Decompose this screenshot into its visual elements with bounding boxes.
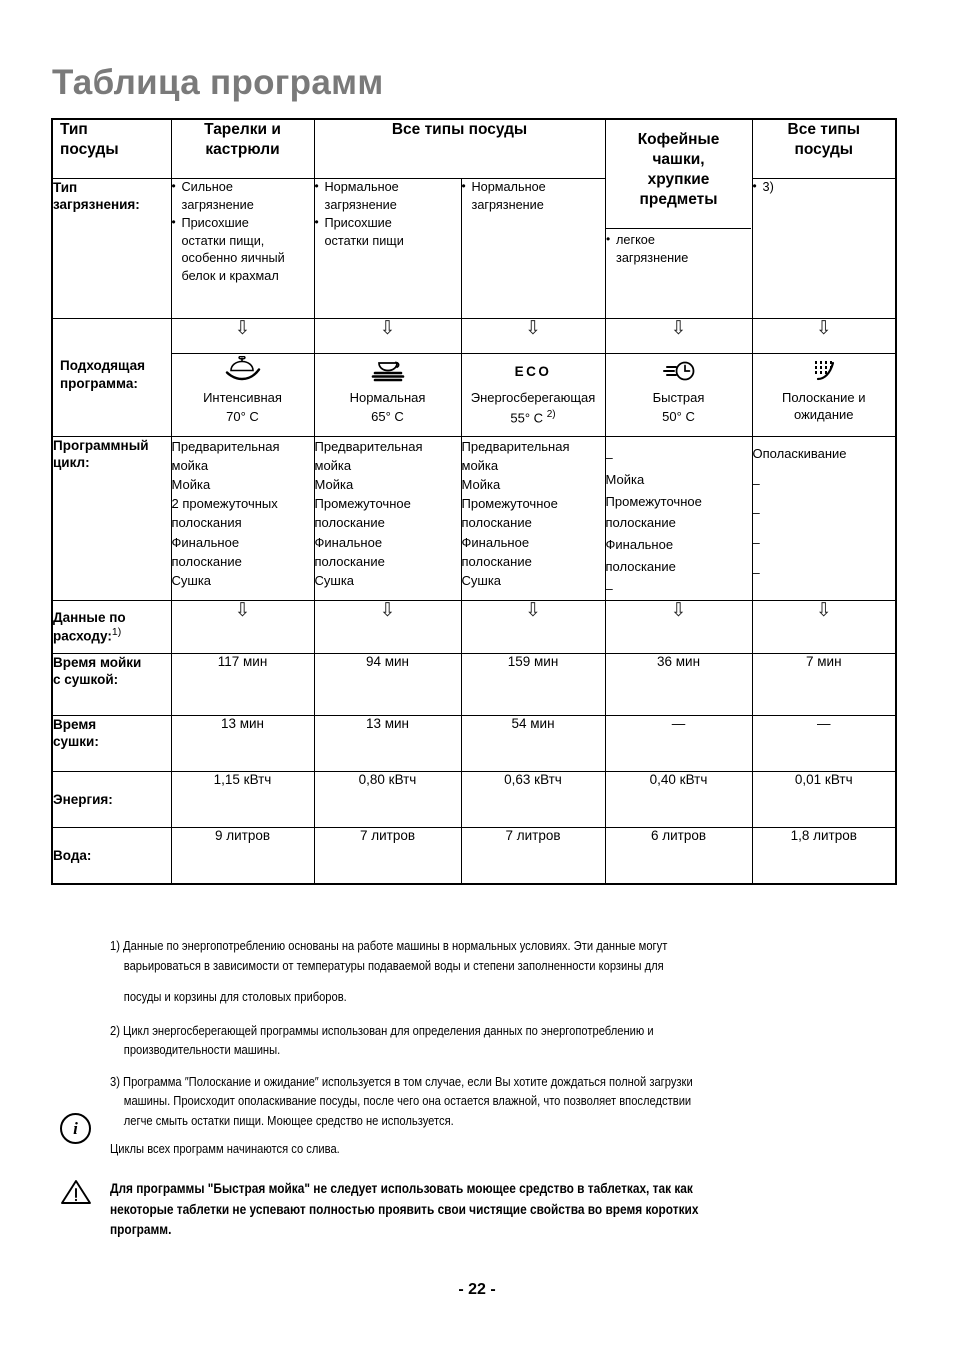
footnote-2 bbox=[110, 1021, 915, 1060]
cycle-step: – bbox=[752, 534, 760, 550]
consumption-arrow-3 bbox=[461, 600, 605, 653]
cycle-step: полоскание bbox=[605, 559, 676, 575]
program-eco bbox=[461, 354, 605, 437]
header-coffee-cups-fragile bbox=[605, 119, 752, 319]
row-label-energy-text: Энергия: bbox=[53, 791, 113, 807]
program-rinse-hold bbox=[752, 354, 896, 437]
energy-row bbox=[52, 771, 896, 827]
cycle-step: Мойка bbox=[605, 471, 645, 487]
soil-col2 bbox=[171, 179, 314, 319]
list-item: • Нормальное загрязнение bbox=[462, 179, 605, 214]
program-name: Нормальная bbox=[349, 390, 426, 405]
cycle-col6 bbox=[752, 437, 896, 601]
water-row bbox=[52, 827, 896, 884]
footnote-3-line3: легче смыть остатки пищи. Моющее средство не используется. bbox=[123, 1112, 454, 1128]
cycle-step: полоскание bbox=[461, 515, 532, 531]
footnote-1 bbox=[110, 936, 915, 1007]
soil-type-row bbox=[52, 179, 896, 319]
table-header-row bbox=[52, 119, 896, 179]
cycle-step: Финальное bbox=[461, 534, 530, 550]
info-circle-icon bbox=[60, 1113, 91, 1144]
dry-time-v5: — bbox=[752, 715, 896, 771]
dry-time-v4: — bbox=[605, 715, 752, 771]
cycle-col2 bbox=[171, 437, 314, 601]
footnote-1-line1: 1) Данные по энергопотреблению основаны на работе машины в нормальных условиях. Эти данные могут bbox=[110, 938, 668, 953]
arrow-down-icon: ⇩ bbox=[670, 318, 687, 339]
cycle-step: мойка bbox=[171, 458, 209, 474]
row-label-energy bbox=[52, 771, 171, 827]
consumption-arrow-1 bbox=[171, 600, 314, 653]
warning-line3: программ. bbox=[110, 1222, 172, 1238]
cycle-step: Сушка bbox=[461, 572, 502, 588]
cycle-step: Мойка bbox=[314, 477, 354, 493]
header-coffee-cups-label: Кофейные чашки, хрупкие предметы bbox=[637, 131, 720, 209]
list-item: • 3) bbox=[753, 179, 896, 197]
dry-time-v2: 13 мин bbox=[314, 715, 461, 771]
footnote-1-line2: варьироваться в зависимости от температуры подаваемой воды и степени заполненности корзины для bbox=[123, 957, 664, 973]
cycle-step: – bbox=[752, 505, 760, 521]
warning-line1: Для программы "Быстрая мойка" не следует использовать моющее средство в таблетках, так как bbox=[110, 1181, 693, 1196]
row-label-suitable-program bbox=[52, 319, 171, 437]
cycle-step: полоскание bbox=[171, 553, 242, 569]
info-block bbox=[60, 1113, 91, 1144]
arrow-down-icon: ⇩ bbox=[234, 599, 251, 621]
arrow-cell-1 bbox=[171, 319, 314, 354]
warning-line2: некоторые таблетки не успевают полностью проявить свои чистящие свойства во время коротких bbox=[110, 1201, 699, 1217]
row-label-program-cycle bbox=[52, 437, 171, 601]
program-temp: 70° C bbox=[226, 408, 259, 424]
program-name: Полоскание и ожидание bbox=[782, 390, 866, 422]
row-label-suitable-program-text: Подходящая программа: bbox=[60, 358, 145, 391]
energy-v5: 0,01 кВтч bbox=[752, 771, 896, 827]
program-normal bbox=[314, 354, 461, 437]
info-icon-glyph: i bbox=[73, 1118, 78, 1138]
bullet-icon: • bbox=[606, 232, 611, 246]
row-label-program-cycle-text: Программный цикл: bbox=[53, 438, 149, 471]
program-name: Интенсивная bbox=[203, 390, 282, 405]
wash-time-v3: 159 мин bbox=[461, 653, 605, 715]
soil-col6 bbox=[752, 179, 896, 319]
arrow-down-icon: ⇩ bbox=[525, 318, 541, 339]
program-fast bbox=[605, 354, 752, 437]
list-item: • Присохшие остатки пищи, особенно яичный белок и крахмал bbox=[172, 215, 314, 285]
row-label-wash-time-text: Время мойки с сушкой: bbox=[53, 654, 142, 688]
cycle-step: Предварительная bbox=[461, 439, 570, 454]
program-row bbox=[52, 354, 896, 437]
page-number: - 22 - bbox=[458, 1281, 496, 1298]
program-temp: 50° C bbox=[662, 408, 695, 424]
header-dish-type bbox=[52, 119, 171, 179]
water-v3: 7 литров bbox=[461, 827, 605, 884]
list-item: • Присохшие остатки пищи bbox=[315, 215, 461, 250]
consumption-arrow-5 bbox=[752, 600, 896, 653]
program-temp-value: 55° C bbox=[510, 409, 544, 425]
footnote-2-line2: производительности машины. bbox=[123, 1042, 281, 1057]
soil-col5 bbox=[606, 232, 746, 267]
arrow-down-icon: ⇩ bbox=[670, 599, 687, 621]
footnote-1-line3: посуды и корзины для столовых приборов. bbox=[123, 989, 347, 1004]
water-v4: 6 литров bbox=[605, 827, 752, 884]
row-label-soil-type bbox=[52, 179, 171, 319]
list-item: • Нормальное загрязнение bbox=[315, 179, 461, 214]
cycle-step: Промежуточное bbox=[605, 493, 702, 509]
cycle-step: полоскание bbox=[314, 553, 385, 569]
row-label-consumption-footnote: 1) bbox=[111, 626, 122, 639]
page-title: Таблица программ bbox=[52, 63, 384, 102]
consumption-arrow-4 bbox=[605, 600, 752, 653]
header-dish-type-label: Тип посуды bbox=[60, 121, 119, 159]
rinse-spray-icon bbox=[753, 354, 896, 388]
cycle-step: полоскание bbox=[314, 515, 385, 531]
row-label-dry-time-text: Время сушки: bbox=[53, 716, 99, 750]
program-temp-footnote: 2) bbox=[546, 408, 556, 420]
program-name: Энергосберегающая bbox=[470, 390, 596, 405]
arrow-cell-3 bbox=[461, 319, 605, 354]
cycle-step: Сушка bbox=[171, 572, 212, 588]
soil-col4 bbox=[461, 179, 605, 319]
arrow-down-icon: ⇩ bbox=[379, 318, 396, 339]
cycle-step: Промежуточное bbox=[461, 496, 558, 512]
arrow-down-icon: ⇩ bbox=[525, 599, 541, 621]
footnote-2-line1: 2) Цикл энергосберегающей программы использован для определения данных по энергопотреблению и bbox=[110, 1022, 654, 1038]
dry-time-row bbox=[52, 715, 896, 771]
row-label-dry-time bbox=[52, 715, 171, 771]
wash-time-v4: 36 мин bbox=[605, 653, 752, 715]
cycle-step: – bbox=[752, 475, 760, 491]
energy-v3: 0,63 кВтч bbox=[461, 771, 605, 827]
cycle-step: полоскания bbox=[171, 515, 242, 531]
water-v5: 1,8 литров bbox=[752, 827, 896, 884]
water-v2: 7 литров bbox=[314, 827, 461, 884]
cycle-step: полоскание bbox=[461, 553, 532, 569]
energy-v2: 0,80 кВтч bbox=[314, 771, 461, 827]
cycle-step: Промежуточное bbox=[314, 496, 411, 512]
cycle-step: Предварительная bbox=[314, 439, 423, 454]
cycle-step: Финальное bbox=[171, 534, 240, 550]
list-item: легкое загрязнение bbox=[616, 233, 689, 265]
consumption-arrow-row bbox=[52, 600, 896, 653]
list-item: • Сильное загрязнение bbox=[172, 179, 314, 214]
arrow-row bbox=[52, 319, 896, 354]
wash-time-row bbox=[52, 653, 896, 715]
cycle-step: мойка bbox=[314, 458, 352, 474]
header-all-dish-types bbox=[314, 119, 605, 179]
dry-time-v1: 13 мин bbox=[171, 715, 314, 771]
footnotes bbox=[110, 936, 900, 1140]
program-temp bbox=[462, 409, 605, 427]
header-plates-pots-label: Тарелки и кастрюли bbox=[204, 121, 281, 159]
pot-with-lid-icon bbox=[172, 354, 314, 388]
row-label-consumption-text: Данные по расходу: bbox=[53, 609, 126, 644]
row-label-water bbox=[52, 827, 171, 884]
cycle-step: – bbox=[605, 450, 613, 465]
row-label-water-text: Вода: bbox=[53, 847, 92, 863]
water-v1: 9 литров bbox=[171, 827, 314, 884]
cycle-step: 2 промежуточных bbox=[171, 496, 278, 512]
energy-v4: 0,40 кВтч bbox=[605, 771, 752, 827]
row-label-consumption-data bbox=[52, 600, 171, 653]
cycle-step: – bbox=[752, 564, 760, 580]
cycle-col3 bbox=[314, 437, 461, 601]
footnote-3-line2: машины. Происходит ополаскивание посуды, после чего она остается влажной, что позволяет впоследствии bbox=[123, 1093, 692, 1108]
header-all-types-2 bbox=[752, 119, 896, 179]
dry-time-v3: 54 мин bbox=[461, 715, 605, 771]
wash-time-v2: 94 мин bbox=[314, 653, 461, 715]
programs-table bbox=[51, 118, 897, 885]
arrow-cell-5 bbox=[752, 319, 896, 354]
coffee-header-divider bbox=[605, 228, 751, 229]
cycle-step: мойка bbox=[461, 458, 499, 474]
header-all-types-2-label: Все типы посуды bbox=[787, 121, 860, 159]
arrow-down-icon: ⇩ bbox=[815, 599, 832, 621]
footnote-3 bbox=[110, 1072, 915, 1131]
header-all-dish-types-label: Все типы посуды bbox=[391, 121, 528, 138]
info-text: Циклы всех программ начинаются со слива. bbox=[110, 1141, 340, 1156]
consumption-arrow-2 bbox=[314, 600, 461, 653]
cycle-step: Финальное bbox=[314, 534, 383, 550]
cycle-step: Финальное bbox=[605, 537, 674, 553]
program-intensive bbox=[171, 354, 314, 437]
cycle-step: Ополаскивание bbox=[752, 446, 847, 461]
cycle-step: – bbox=[605, 580, 613, 596]
program-temp: 65° C bbox=[371, 408, 404, 424]
arrow-cell-2 bbox=[314, 319, 461, 354]
cycle-step: Мойка bbox=[461, 477, 501, 493]
arrow-down-icon: ⇩ bbox=[379, 599, 396, 621]
cycle-col5 bbox=[605, 437, 752, 601]
arrow-down-icon: ⇩ bbox=[234, 318, 251, 339]
eco-label: ECO bbox=[514, 363, 552, 379]
plates-stack-icon bbox=[315, 354, 461, 388]
warning-triangle-icon bbox=[60, 1178, 92, 1206]
wash-time-v5: 7 мин bbox=[752, 653, 896, 715]
row-label-wash-time bbox=[52, 653, 171, 715]
program-cycle-row bbox=[52, 437, 896, 601]
eco-text-icon bbox=[462, 354, 605, 388]
cycle-step: Предварительная bbox=[171, 439, 280, 454]
program-name: Быстрая bbox=[652, 390, 705, 405]
row-label-soil-type-text: Тип загрязнения: bbox=[53, 180, 140, 213]
soil-col3 bbox=[314, 179, 461, 319]
fast-clock-icon bbox=[606, 354, 752, 388]
cycle-step: Сушка bbox=[314, 572, 355, 588]
energy-v1: 1,15 кВтч bbox=[171, 771, 314, 827]
cycle-step: Мойка bbox=[171, 477, 211, 493]
cycle-col4 bbox=[461, 437, 605, 601]
arrow-down-icon: ⇩ bbox=[815, 318, 832, 339]
warning-block bbox=[60, 1178, 92, 1211]
footnote-3-line1: 3) Программа ″Полоскание и ожидание″ используется в том случае, если Вы хотите дождаться полной загрузки bbox=[110, 1073, 693, 1089]
warning-text bbox=[110, 1179, 810, 1241]
wash-time-v1: 117 мин bbox=[171, 653, 314, 715]
cycle-step: полоскание bbox=[605, 515, 676, 531]
header-plates-pots bbox=[171, 119, 314, 179]
arrow-cell-4 bbox=[605, 319, 752, 354]
